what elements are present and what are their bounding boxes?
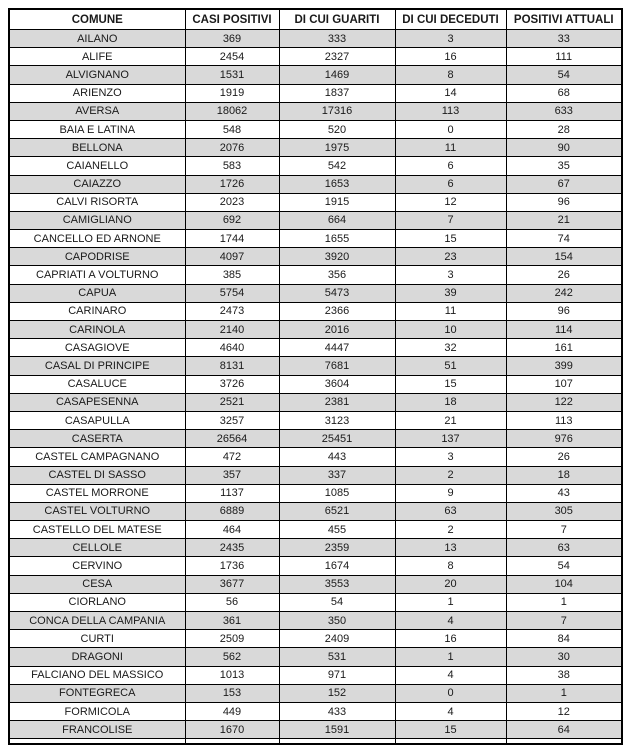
value-cell: 1 [395, 593, 506, 611]
comune-cell: CAPODRISE [9, 248, 185, 266]
value-cell: 67 [506, 175, 622, 193]
value-cell: 114 [506, 321, 622, 339]
value-cell: 2076 [185, 139, 279, 157]
value-cell: 25451 [279, 430, 395, 448]
value-cell: 1744 [185, 230, 279, 248]
value-cell: 64 [506, 721, 622, 739]
table-row [9, 666, 622, 684]
table-row [9, 230, 622, 248]
value-cell: 3553 [279, 575, 395, 593]
value-cell: 12 [506, 702, 622, 720]
value-cell: 6889 [185, 502, 279, 520]
table-row [9, 84, 622, 102]
value-cell: 2521 [185, 393, 279, 411]
value-cell: 32 [395, 339, 506, 357]
value-cell: 2016 [279, 321, 395, 339]
comune-cell: CURTI [9, 630, 185, 648]
value-cell: 3 [395, 448, 506, 466]
value-cell: 3257 [185, 411, 279, 429]
column-header-positivi-attuali: POSITIVI ATTUALI [506, 9, 622, 30]
table-row [9, 139, 622, 157]
value-cell: 3604 [279, 375, 395, 393]
covid-comuni-table [8, 8, 623, 745]
value-cell: 361 [185, 612, 279, 630]
value-cell: 9 [395, 484, 506, 502]
value-cell: 357 [185, 466, 279, 484]
value-cell: 18 [395, 393, 506, 411]
value-cell: 28 [506, 120, 622, 138]
comune-cell: CAPRIATI A VOLTURNO [9, 266, 185, 284]
value-cell: 17316 [279, 102, 395, 120]
table-row [9, 102, 622, 120]
value-cell: 7 [506, 521, 622, 539]
header-row [9, 9, 622, 30]
comune-cell: CASAL DI PRINCIPE [9, 357, 185, 375]
value-cell: 56 [185, 593, 279, 611]
value-cell: 1736 [185, 557, 279, 575]
value-cell: 153 [185, 684, 279, 702]
value-cell: 333 [279, 30, 395, 48]
comune-cell: CESA [9, 575, 185, 593]
value-cell: 4640 [185, 339, 279, 357]
table-row [9, 193, 622, 211]
value-cell: 7 [395, 211, 506, 229]
value-cell: 1085 [279, 484, 395, 502]
value-cell: 3726 [185, 375, 279, 393]
value-cell: 96 [506, 302, 622, 320]
comune-cell: CASTEL CAMPAGNANO [9, 448, 185, 466]
comune-cell: BAIA E LATINA [9, 120, 185, 138]
value-cell: 122 [506, 393, 622, 411]
value-cell: 16 [395, 630, 506, 648]
value-cell: 531 [279, 648, 395, 666]
value-cell: 1 [506, 593, 622, 611]
table-row [9, 539, 622, 557]
value-cell: 1 [395, 648, 506, 666]
comune-cell: CANCELLO ED ARNONE [9, 230, 185, 248]
table-row [9, 411, 622, 429]
comune-cell: CAMIGLIANO [9, 211, 185, 229]
value-cell: 12 [395, 193, 506, 211]
table-row [9, 648, 622, 666]
value-cell: 137 [395, 430, 506, 448]
table-row [9, 502, 622, 520]
value-cell: 443 [279, 448, 395, 466]
comune-cell: CASALUCE [9, 375, 185, 393]
value-cell: 43 [506, 484, 622, 502]
value-cell: 96 [506, 193, 622, 211]
comune-cell: CASAPESENNA [9, 393, 185, 411]
value-cell: 3123 [279, 411, 395, 429]
comune-cell: FORMICOLA [9, 702, 185, 720]
value-cell: 2473 [185, 302, 279, 320]
comune-cell: CELLOLE [9, 539, 185, 557]
value-cell: 4 [395, 702, 506, 720]
table-row [9, 157, 622, 175]
comune-cell: CASTEL VOLTURNO [9, 502, 185, 520]
table-row [9, 393, 622, 411]
value-cell: 4447 [279, 339, 395, 357]
empty-cell [279, 739, 395, 745]
comune-cell: FONTEGRECA [9, 684, 185, 702]
value-cell: 399 [506, 357, 622, 375]
table-row [9, 120, 622, 138]
value-cell: 633 [506, 102, 622, 120]
value-cell: 6 [395, 175, 506, 193]
value-cell: 1013 [185, 666, 279, 684]
value-cell: 14 [395, 84, 506, 102]
value-cell: 1837 [279, 84, 395, 102]
table-row [9, 448, 622, 466]
comune-cell: AILANO [9, 30, 185, 48]
value-cell: 8 [395, 66, 506, 84]
column-header-di-cui-guariti: DI CUI GUARITI [279, 9, 395, 30]
comune-cell: CASAGIOVE [9, 339, 185, 357]
value-cell: 7681 [279, 357, 395, 375]
value-cell: 113 [395, 102, 506, 120]
comune-cell: CAIAZZO [9, 175, 185, 193]
value-cell: 356 [279, 266, 395, 284]
value-cell: 18 [506, 466, 622, 484]
value-cell: 54 [506, 66, 622, 84]
column-header-di-cui-deceduti: DI CUI DECEDUTI [395, 9, 506, 30]
value-cell: 113 [506, 411, 622, 429]
value-cell: 3920 [279, 248, 395, 266]
value-cell: 107 [506, 375, 622, 393]
table-row [9, 430, 622, 448]
value-cell: 455 [279, 521, 395, 539]
value-cell: 1670 [185, 721, 279, 739]
value-cell: 1975 [279, 139, 395, 157]
value-cell: 154 [506, 248, 622, 266]
empty-cell [395, 739, 506, 745]
value-cell: 1655 [279, 230, 395, 248]
value-cell: 90 [506, 139, 622, 157]
comune-cell: CASTELLO DEL MATESE [9, 521, 185, 539]
value-cell: 16 [395, 48, 506, 66]
value-cell: 1919 [185, 84, 279, 102]
comune-cell: AVERSA [9, 102, 185, 120]
value-cell: 4 [395, 612, 506, 630]
comune-cell: CERVINO [9, 557, 185, 575]
value-cell: 11 [395, 302, 506, 320]
table-row [9, 175, 622, 193]
value-cell: 2 [395, 521, 506, 539]
value-cell: 433 [279, 702, 395, 720]
value-cell: 152 [279, 684, 395, 702]
table-row [9, 521, 622, 539]
comune-cell: FRANCOLISE [9, 721, 185, 739]
value-cell: 1674 [279, 557, 395, 575]
column-header-casi-positivi: CASI POSITIVI [185, 9, 279, 30]
value-cell: 242 [506, 284, 622, 302]
table-row [9, 466, 622, 484]
table-row [9, 66, 622, 84]
value-cell: 2327 [279, 48, 395, 66]
comune-cell: CAPUA [9, 284, 185, 302]
table-row [9, 357, 622, 375]
comune-cell: CALVI RISORTA [9, 193, 185, 211]
value-cell: 15 [395, 375, 506, 393]
value-cell: 26 [506, 266, 622, 284]
value-cell: 4 [395, 666, 506, 684]
comune-cell: ARIENZO [9, 84, 185, 102]
table-row [9, 721, 622, 739]
value-cell: 6521 [279, 502, 395, 520]
value-cell: 1591 [279, 721, 395, 739]
empty-cell [9, 739, 185, 745]
value-cell: 111 [506, 48, 622, 66]
value-cell: 54 [279, 593, 395, 611]
value-cell: 35 [506, 157, 622, 175]
comune-cell: CASAPULLA [9, 411, 185, 429]
value-cell: 23 [395, 248, 506, 266]
table-row [9, 375, 622, 393]
table-row [9, 612, 622, 630]
value-cell: 2454 [185, 48, 279, 66]
table-row [9, 48, 622, 66]
value-cell: 15 [395, 721, 506, 739]
table-row [9, 702, 622, 720]
comune-cell: CASTEL MORRONE [9, 484, 185, 502]
table-row [9, 284, 622, 302]
value-cell: 74 [506, 230, 622, 248]
value-cell: 8131 [185, 357, 279, 375]
comune-cell: CONCA DELLA CAMPANIA [9, 612, 185, 630]
value-cell: 4097 [185, 248, 279, 266]
value-cell: 1726 [185, 175, 279, 193]
value-cell: 51 [395, 357, 506, 375]
comune-cell: CARINARO [9, 302, 185, 320]
value-cell: 39 [395, 284, 506, 302]
value-cell: 2435 [185, 539, 279, 557]
value-cell: 2359 [279, 539, 395, 557]
value-cell: 1 [506, 684, 622, 702]
value-cell: 84 [506, 630, 622, 648]
value-cell: 0 [395, 684, 506, 702]
value-cell: 449 [185, 702, 279, 720]
value-cell: 3 [395, 266, 506, 284]
table-body [9, 30, 622, 745]
value-cell: 664 [279, 211, 395, 229]
value-cell: 520 [279, 120, 395, 138]
comune-cell: FALCIANO DEL MASSICO [9, 666, 185, 684]
value-cell: 971 [279, 666, 395, 684]
value-cell: 104 [506, 575, 622, 593]
value-cell: 3 [395, 30, 506, 48]
empty-cell [506, 739, 622, 745]
value-cell: 692 [185, 211, 279, 229]
value-cell: 2509 [185, 630, 279, 648]
table-header [9, 9, 622, 30]
table-row [9, 30, 622, 48]
comune-cell: CASERTA [9, 430, 185, 448]
comune-cell: ALIFE [9, 48, 185, 66]
table-row [9, 266, 622, 284]
table-row [9, 684, 622, 702]
value-cell: 369 [185, 30, 279, 48]
value-cell: 1137 [185, 484, 279, 502]
comune-cell: CARINOLA [9, 321, 185, 339]
value-cell: 1469 [279, 66, 395, 84]
value-cell: 26564 [185, 430, 279, 448]
value-cell: 18062 [185, 102, 279, 120]
value-cell: 33 [506, 30, 622, 48]
table-row [9, 302, 622, 320]
value-cell: 1915 [279, 193, 395, 211]
table-row [9, 248, 622, 266]
table-row [9, 321, 622, 339]
value-cell: 542 [279, 157, 395, 175]
value-cell: 1653 [279, 175, 395, 193]
value-cell: 562 [185, 648, 279, 666]
comune-cell: CASTEL DI SASSO [9, 466, 185, 484]
value-cell: 6 [395, 157, 506, 175]
value-cell: 20 [395, 575, 506, 593]
value-cell: 63 [395, 502, 506, 520]
value-cell: 1531 [185, 66, 279, 84]
table-row [9, 575, 622, 593]
value-cell: 305 [506, 502, 622, 520]
value-cell: 21 [506, 211, 622, 229]
comune-cell: CAIANELLO [9, 157, 185, 175]
value-cell: 976 [506, 430, 622, 448]
value-cell: 11 [395, 139, 506, 157]
table-row [9, 593, 622, 611]
value-cell: 8 [395, 557, 506, 575]
covid-comuni-table-page [8, 8, 621, 745]
partial-row [9, 739, 622, 745]
value-cell: 2 [395, 466, 506, 484]
value-cell: 464 [185, 521, 279, 539]
value-cell: 337 [279, 466, 395, 484]
value-cell: 548 [185, 120, 279, 138]
value-cell: 472 [185, 448, 279, 466]
table-row [9, 339, 622, 357]
value-cell: 7 [506, 612, 622, 630]
value-cell: 21 [395, 411, 506, 429]
value-cell: 30 [506, 648, 622, 666]
value-cell: 385 [185, 266, 279, 284]
value-cell: 0 [395, 120, 506, 138]
value-cell: 63 [506, 539, 622, 557]
value-cell: 583 [185, 157, 279, 175]
table-row [9, 557, 622, 575]
comune-cell: ALVIGNANO [9, 66, 185, 84]
value-cell: 38 [506, 666, 622, 684]
value-cell: 5754 [185, 284, 279, 302]
value-cell: 54 [506, 557, 622, 575]
value-cell: 350 [279, 612, 395, 630]
value-cell: 5473 [279, 284, 395, 302]
comune-cell: DRAGONI [9, 648, 185, 666]
value-cell: 13 [395, 539, 506, 557]
value-cell: 3677 [185, 575, 279, 593]
comune-cell: BELLONA [9, 139, 185, 157]
table-row [9, 484, 622, 502]
table-row [9, 211, 622, 229]
value-cell: 2140 [185, 321, 279, 339]
comune-cell: CIORLANO [9, 593, 185, 611]
empty-cell [185, 739, 279, 745]
value-cell: 2023 [185, 193, 279, 211]
value-cell: 26 [506, 448, 622, 466]
table-row [9, 630, 622, 648]
value-cell: 2409 [279, 630, 395, 648]
value-cell: 2366 [279, 302, 395, 320]
value-cell: 161 [506, 339, 622, 357]
value-cell: 10 [395, 321, 506, 339]
value-cell: 2381 [279, 393, 395, 411]
value-cell: 68 [506, 84, 622, 102]
value-cell: 15 [395, 230, 506, 248]
column-header-comune: COMUNE [9, 9, 185, 30]
